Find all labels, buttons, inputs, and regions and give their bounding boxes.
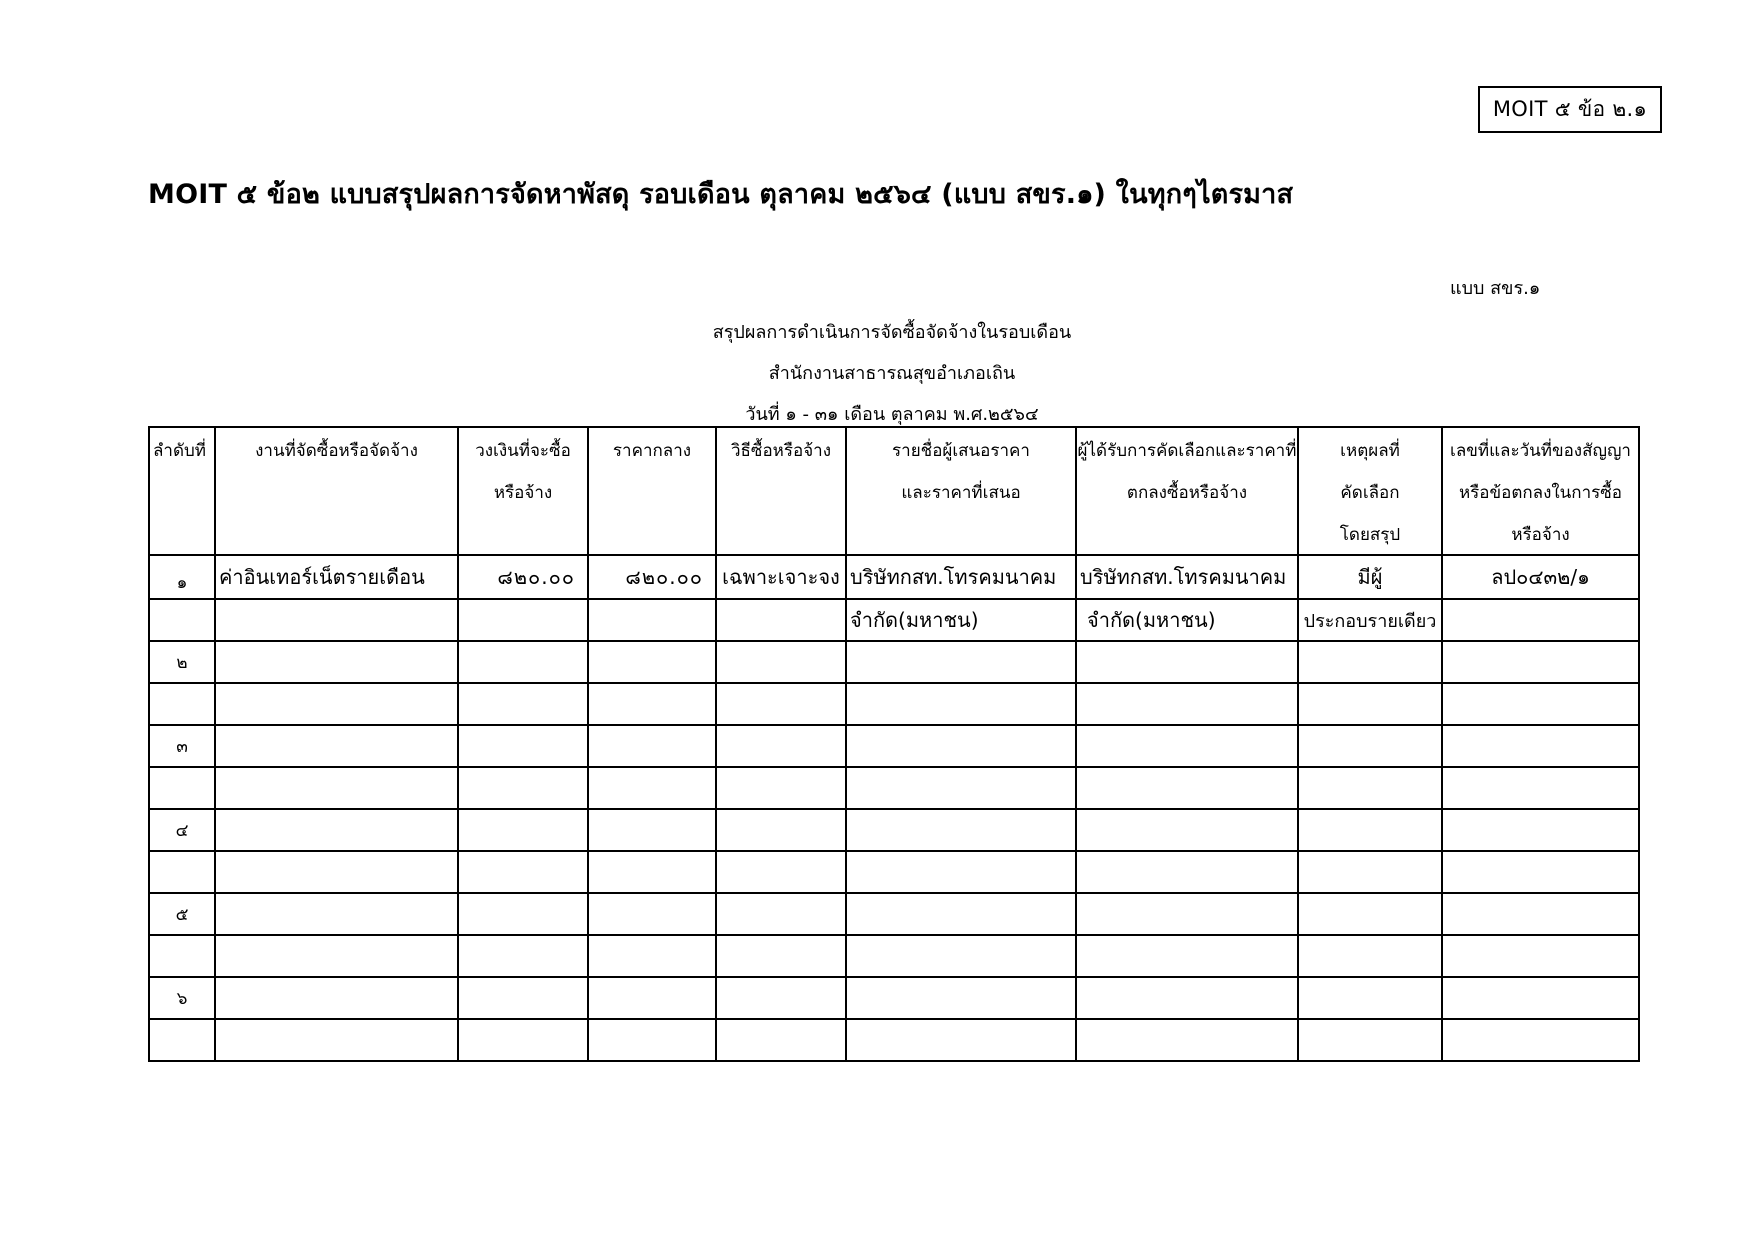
row-reason-cont: ประกอบรายเดียว — [1298, 599, 1442, 641]
row-no: ๒ — [149, 641, 215, 683]
row-no: ๓ — [149, 725, 215, 767]
table-row-continuation — [149, 1019, 1639, 1061]
table-header-row — [149, 427, 1639, 555]
row-bidders-cont: จำกัด(มหาชน) — [846, 599, 1076, 641]
row-no: ๔ — [149, 809, 215, 851]
header-median-price: ราคากลาง — [588, 427, 716, 555]
table-row — [149, 641, 1639, 683]
row-budget: ๘๒๐.๐๐ — [458, 555, 588, 599]
row-no: ๖ — [149, 977, 215, 1019]
row-no: ๕ — [149, 893, 215, 935]
table-row-continuation — [149, 935, 1639, 977]
table-row — [149, 893, 1639, 935]
table-row-continuation — [149, 599, 1639, 641]
form-code: แบบ สขร.๑ — [1450, 278, 1541, 299]
table-row-continuation — [149, 683, 1639, 725]
row-winner: บริษัทกสท.โทรคมนาคม — [1076, 555, 1298, 599]
table-row — [149, 809, 1639, 851]
row-bidders: บริษัทกสท.โทรคมนาคม — [846, 555, 1076, 599]
row-method: เฉพาะเจาะจง — [716, 555, 846, 599]
table-row-continuation — [149, 851, 1639, 893]
header-contract: เลขที่และวันที่ของสัญญา หรือข้อตกลงในการซื้อ หรือจ้าง — [1442, 427, 1639, 555]
page-tag: MOIT ๕ ข้อ ๒.๑ — [1478, 86, 1662, 133]
office-name: สำนักงานสาธารณสุขอำเภอเถิน — [768, 363, 1016, 384]
row-median-price: ๘๒๐.๐๐ — [588, 555, 716, 599]
page-title: MOIT ๕ ข้อ๒ แบบสรุปผลการจัดหาพัสดุ รอบเดือน ตุลาคม ๒๕๖๔ (แบบ สขร.๑) ในทุกๆไตรมาส — [148, 179, 1294, 210]
table-row — [149, 725, 1639, 767]
row-reason: มีผู้ — [1298, 555, 1442, 599]
row-winner-cont: จำกัด(มหาชน) — [1076, 599, 1298, 641]
header-method: วิธีซื้อหรือจ้าง — [716, 427, 846, 555]
header-budget: วงเงินที่จะซื้อ หรือจ้าง — [458, 427, 588, 555]
header-no: ลำดับที่ — [149, 427, 215, 555]
row-contract: ลป๐๔๓๒/๑ — [1442, 555, 1639, 599]
procurement-table — [148, 426, 1640, 1062]
table-row — [149, 977, 1639, 1019]
row-no: ๑ — [149, 555, 215, 599]
header-winner: ผู้ได้รับการคัดเลือกและราคาที่ ตกลงซื้อหรือจ้าง — [1076, 427, 1298, 555]
header-item: งานที่จัดซื้อหรือจัดจ้าง — [215, 427, 458, 555]
row-item: ค่าอินเทอร์เน็ตรายเดือน — [215, 555, 458, 599]
table-row — [149, 555, 1639, 599]
header-bidders: รายชื่อผู้เสนอราคา และราคาที่เสนอ — [846, 427, 1076, 555]
report-period: วันที่ ๑ - ๓๑ เดือน ตุลาคม พ.ศ.๒๕๖๔ — [745, 404, 1039, 425]
header-reason: เหตุผลที่ คัดเลือก โดยสรุป — [1298, 427, 1442, 555]
report-subtitle: สรุปผลการดำเนินการจัดซื้อจัดจ้างในรอบเดือน — [712, 322, 1072, 343]
table-row-continuation — [149, 767, 1639, 809]
